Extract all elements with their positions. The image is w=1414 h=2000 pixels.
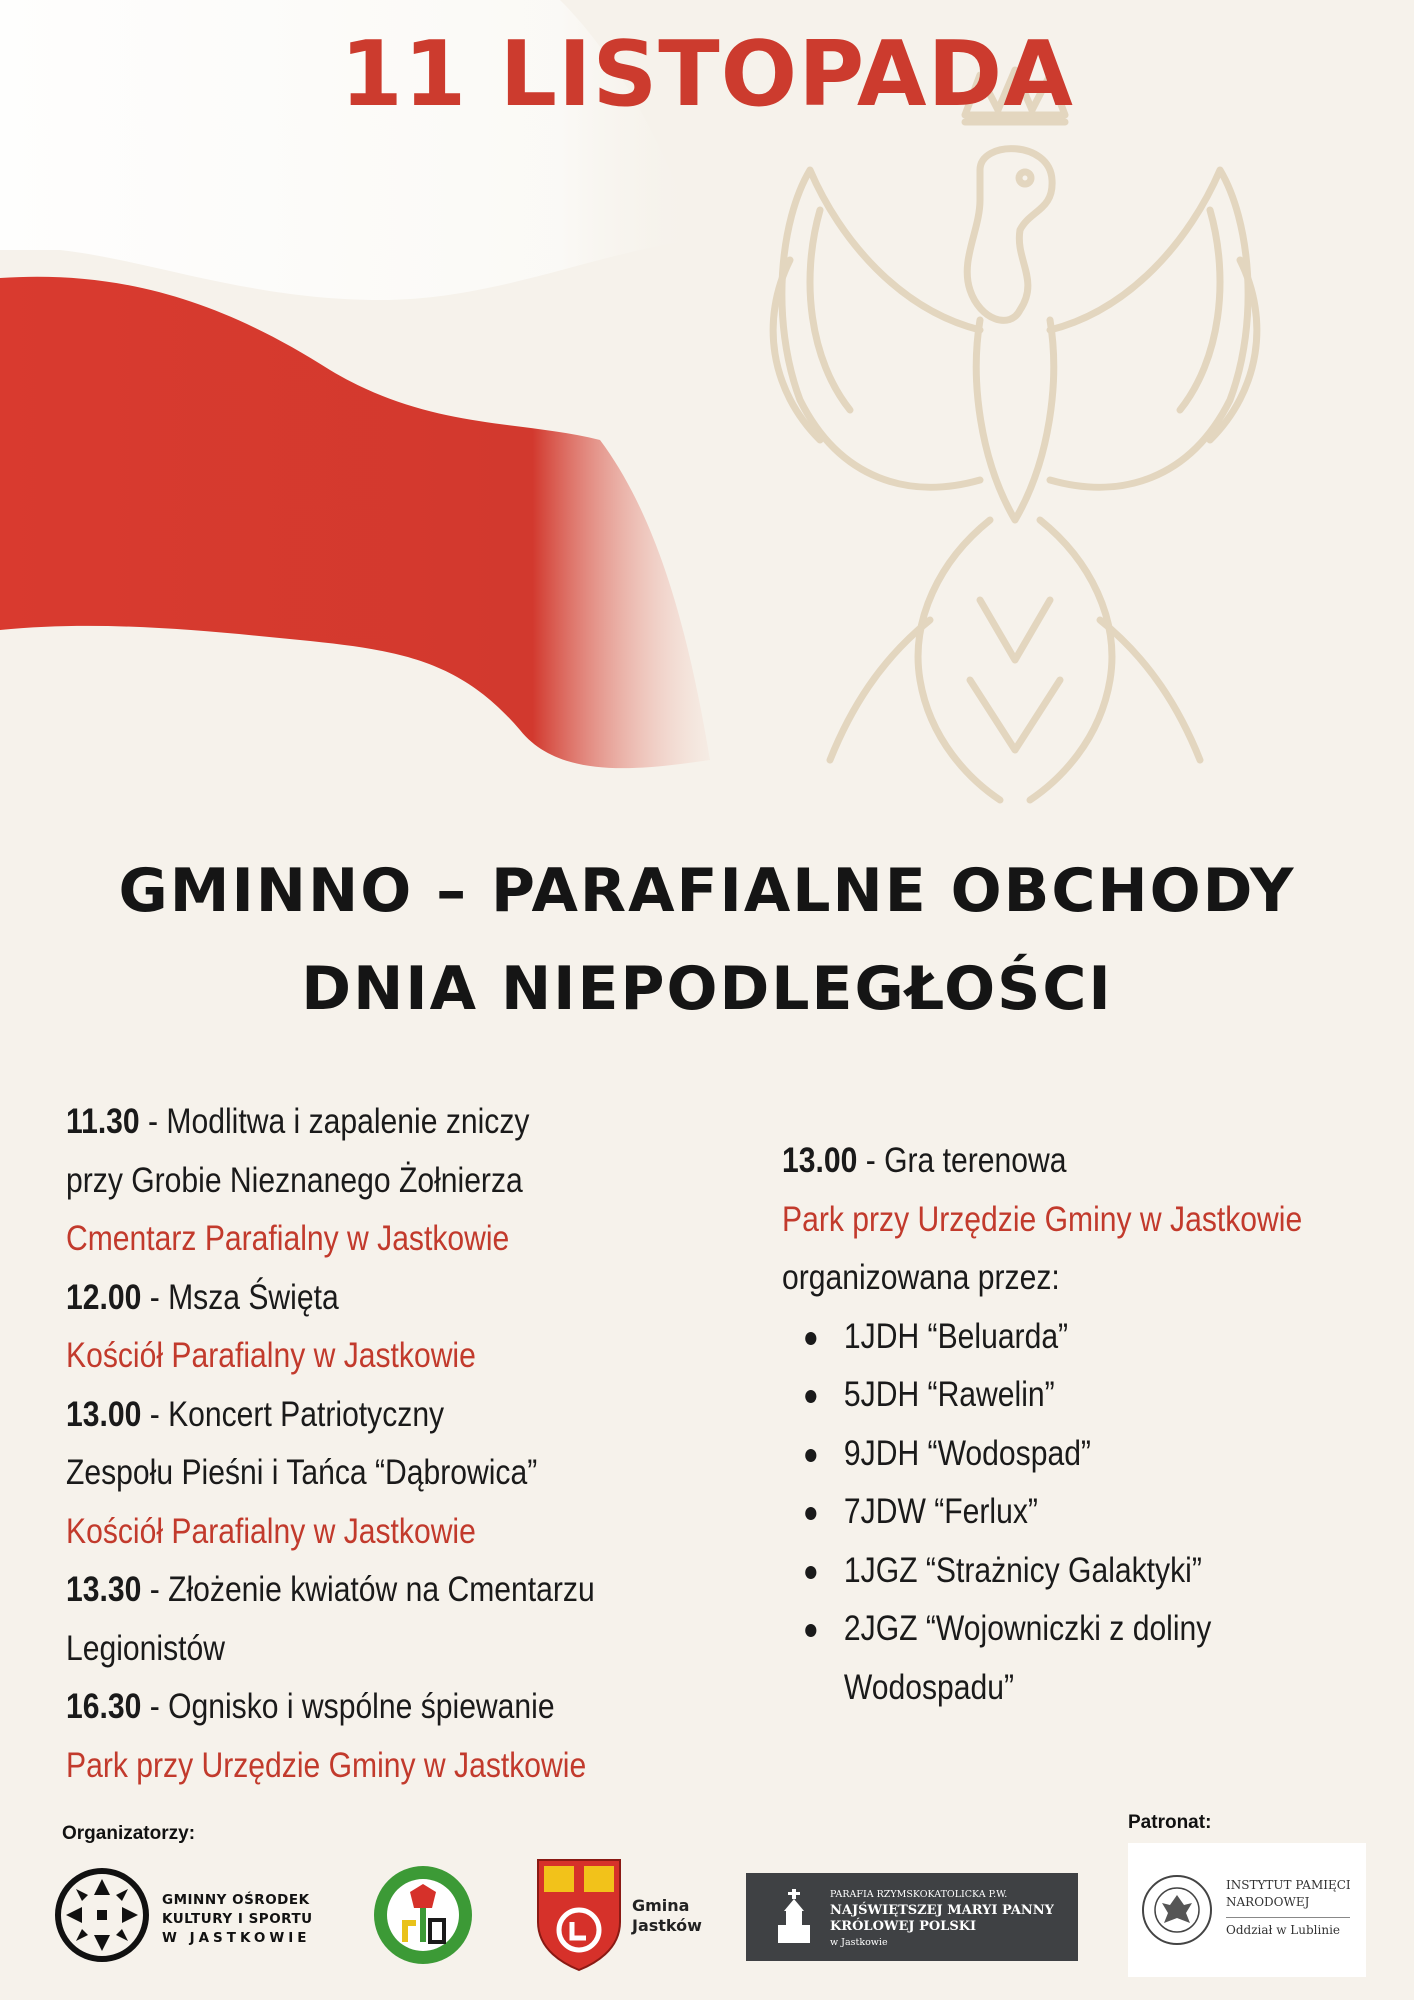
team-item: 9JDH “Wodospad” [782, 1425, 1332, 1484]
schedule-line [66, 1678, 720, 1737]
schedule-line [66, 1561, 720, 1620]
schedule-text: - Gra terenowa [857, 1141, 1067, 1180]
schedule-place: Park przy Urzędzie Gminy w Jastkowie [66, 1745, 587, 1785]
schedule-line [66, 1386, 720, 1445]
ipn-line-1: INSTYTUT PAMIĘCI [1226, 1878, 1351, 1892]
church-icon [774, 1889, 814, 1945]
schedule-text: - Modlitwa i zapalenie zniczy [139, 1102, 530, 1141]
schedule-text: - Msza Święta [141, 1277, 339, 1317]
ipn-seal-icon [1140, 1873, 1214, 1947]
parafia-line-2: NAJŚWIĘTSZEJ MARYI PANNY [830, 1903, 1054, 1918]
goks-name-line-3: W JASTKOWIE [162, 1930, 311, 1946]
goks-emblem-icon [52, 1865, 152, 1965]
parafia-logo [746, 1873, 1078, 1961]
organizers-label: Organizatorzy: [62, 1823, 196, 1844]
team-item-continued: Wodospadu” [843, 1667, 1015, 1707]
organized-by: organizowana przez: [782, 1258, 1060, 1297]
schedule-place: Cmentarz Parafialny w Jastkowie [66, 1219, 510, 1258]
schedule-time: 13.30 [66, 1570, 142, 1609]
schedule-place: Kościół Parafialny w Jastkowie [66, 1336, 476, 1375]
coat-of-arms-icon [534, 1856, 624, 1972]
schedule-text: przy Grobie Nieznanego Żołnierza [66, 1160, 523, 1200]
ipn-line-2: NARODOWEJ [1226, 1895, 1310, 1909]
schedule-text: Legionistów [66, 1628, 225, 1668]
goks-name-line-1: GMINNY OŚRODEK [162, 1892, 310, 1908]
gmina-label-line-2: Jastków [632, 1916, 702, 1935]
gmina-jastkow-logo [534, 1856, 714, 1974]
schedule-time: 11.30 [66, 1102, 140, 1141]
schedule-time: 13.00 [66, 1394, 142, 1434]
parafia-line-3: KRÓLOWEJ POLSKI [830, 1919, 977, 1934]
schedule-time: 16.30 [66, 1687, 142, 1726]
eagle-emblem-icon [680, 60, 1320, 820]
title-line-2: DNIA NIEPODLEGŁOŚCI [301, 954, 1113, 1024]
schedule-text: - Złożenie kwiatów na Cmentarzu [141, 1570, 595, 1609]
team-list [782, 1308, 1332, 1659]
schedule-right [782, 1132, 1332, 1717]
patronage-label: Patronat: [1128, 1812, 1212, 1833]
team-item: 7JDW “Ferlux” [782, 1483, 1332, 1542]
schedule-text: - Ognisko i wspólne śpiewanie [141, 1687, 555, 1726]
schedule-time: 13.00 [782, 1141, 858, 1180]
event-date: 11 LISTOPADA [340, 22, 1074, 127]
team-item: 1JGZ “Strażnicy Galaktyki” [782, 1542, 1332, 1601]
schedule-line [66, 1269, 720, 1328]
team-item: 5JDH “Rawelin” [782, 1366, 1332, 1425]
goks-logo [52, 1865, 342, 1965]
ipn-logo [1128, 1843, 1366, 1977]
schedule-place: Kościół Parafialny w Jastkowie [66, 1511, 476, 1551]
gmina-label-line-1: Gmina [632, 1896, 690, 1915]
schedule-text: Zespołu Pieśni i Tańca “Dąbrowica” [66, 1453, 538, 1492]
title-line-1: GMINNO – PARAFIALNE OBCHODY [118, 856, 1296, 926]
ipn-divider [1226, 1917, 1350, 1918]
schedule-line [66, 1444, 720, 1503]
parafia-line-4: w Jastkowie [830, 1937, 888, 1948]
schedule-line [782, 1132, 1332, 1191]
parafia-line-1: PARAFIA RZYMSKOKATOLICKA P.W. [830, 1889, 1008, 1900]
schedule-text: - Koncert Patriotyczny [141, 1394, 445, 1434]
green-badge-logo [372, 1864, 474, 1966]
ipn-line-3: Oddział w Lublinie [1226, 1923, 1341, 1937]
schedule-time: 12.00 [66, 1277, 142, 1317]
schedule-line [66, 1093, 720, 1152]
schedule-line [66, 1152, 720, 1211]
schedule-line [66, 1620, 720, 1679]
schedule-place: Park przy Urzędzie Gminy w Jastkowie [782, 1199, 1303, 1239]
goks-name-line-2: KULTURY I SPORTU [162, 1911, 313, 1927]
schedule-left [66, 1093, 720, 1795]
team-item: 2JGZ “Wojowniczki z doliny [782, 1600, 1332, 1659]
team-item: 1JDH “Beluarda” [782, 1308, 1332, 1367]
